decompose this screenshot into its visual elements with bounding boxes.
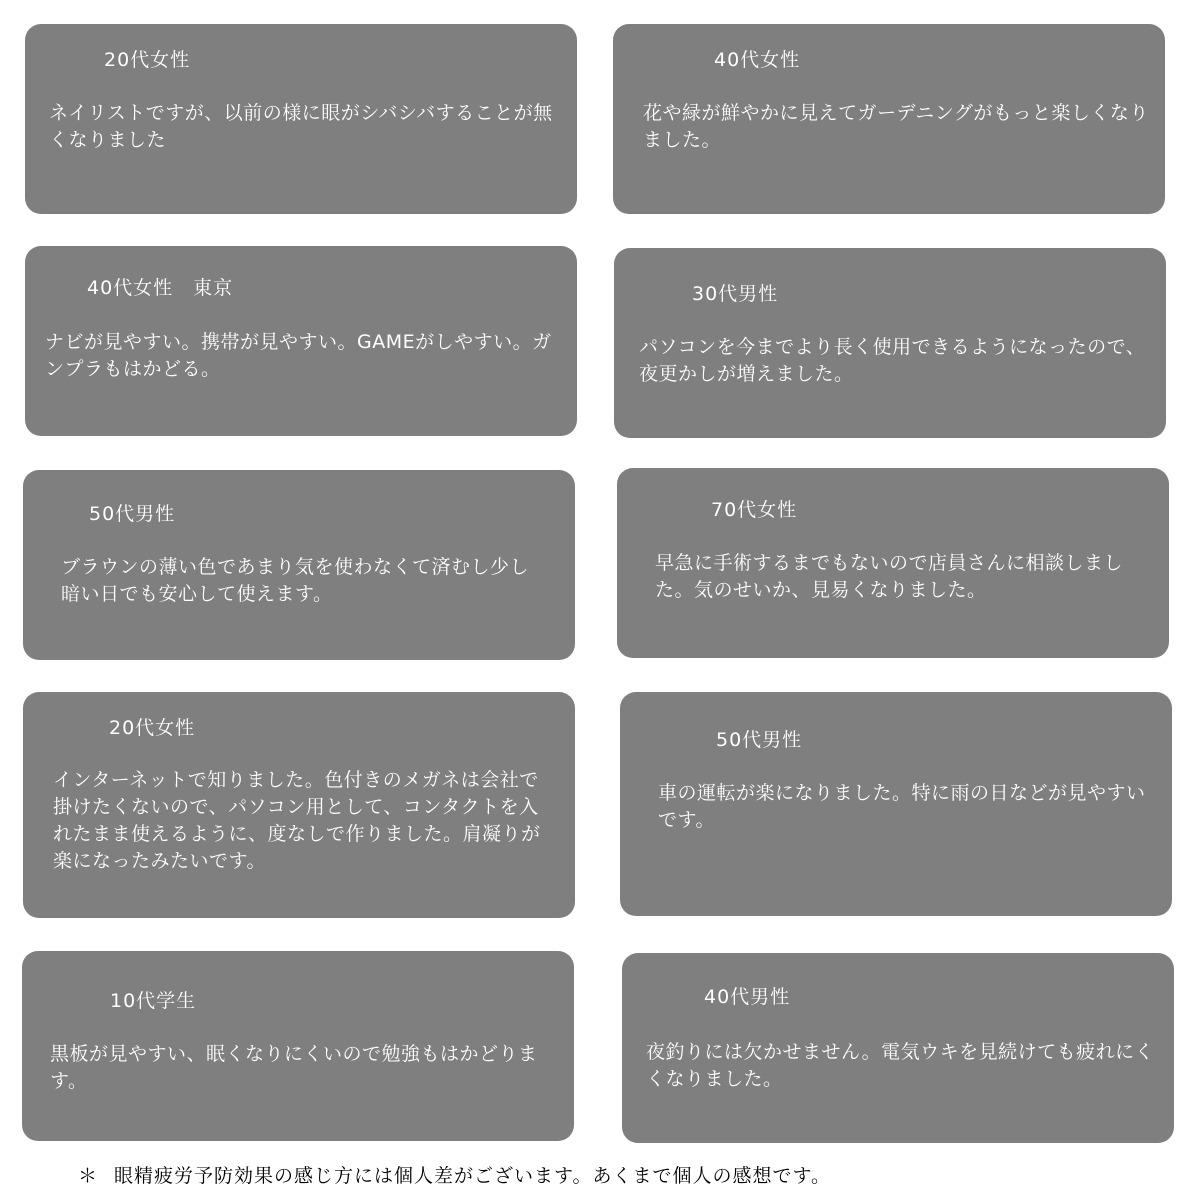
testimonial-card xyxy=(23,470,575,660)
testimonial-author: 70代女性 xyxy=(711,499,798,521)
testimonial-author: 30代男性 xyxy=(692,283,779,305)
testimonial-card xyxy=(23,692,575,918)
testimonial-card xyxy=(617,468,1169,658)
testimonial-author: 50代男性 xyxy=(716,729,803,751)
testimonial-author: 50代男性 xyxy=(89,503,176,525)
testimonial-author: 40代女性 東京 xyxy=(87,277,234,299)
testimonial-author: 20代女性 xyxy=(109,717,196,739)
testimonial-text: インターネットで知りました。色付きのメガネは会社で掛けたくないので、パソコン用として、コンタクトを入れたまま使えるように、度なしで作りました。肩凝りが楽になったみたいです。 xyxy=(53,769,541,872)
testimonial-card xyxy=(614,248,1166,438)
testimonial-card xyxy=(613,24,1165,214)
testimonial-author: 10代学生 xyxy=(110,990,197,1012)
disclaimer-note xyxy=(78,1163,831,1189)
testimonial-author: 20代女性 xyxy=(104,49,191,71)
testimonial-text: 黒板が見やすい、眠くなりにくいので勉強もはかどります。 xyxy=(50,1043,538,1092)
testimonial-author: 40代女性 xyxy=(714,49,801,71)
testimonial-text: ブラウンの薄い色であまり気を使わなくて済むし少し暗い日でも安心して使えます。 xyxy=(61,556,530,605)
testimonial-text: ネイリストですが、以前の様に眼がシバシバすることが無くなりました xyxy=(49,102,553,151)
testimonial-text: 夜釣りには欠かせません。電気ウキを見続けても疲れにくくなりました。 xyxy=(646,1041,1155,1090)
testimonial-card xyxy=(25,246,577,436)
testimonial-card xyxy=(22,951,574,1141)
testimonial-author: 40代男性 xyxy=(704,986,791,1008)
testimonial-text: 車の運転が楽になりました。特に雨の日などが見やすいです。 xyxy=(658,782,1146,831)
testimonial-text: ナビが見やすい。携帯が見やすい。GAMEがしやすい。ガンプラもはかどる。 xyxy=(45,331,552,380)
testimonial-card xyxy=(622,953,1174,1143)
testimonial-card xyxy=(25,24,577,214)
testimonial-card xyxy=(620,692,1172,916)
testimonial-text: 花や緑が鮮やかに見えてガーデニングがもっと楽しくなりました。 xyxy=(643,102,1149,151)
asterisk-mark: ＊ xyxy=(78,1165,99,1187)
disclaimer-text: 眼精疲労予防効果の感じ方には個人差がございます。あくまで個人の感想です。 xyxy=(114,1165,831,1187)
testimonial-text: パソコンを今までより長く使用できるようになったので、夜更かしが増えました。 xyxy=(639,336,1146,385)
testimonial-text: 早急に手術するまでもないので店員さんに相談しました。気のせいか、見易くなりました。 xyxy=(655,552,1124,601)
